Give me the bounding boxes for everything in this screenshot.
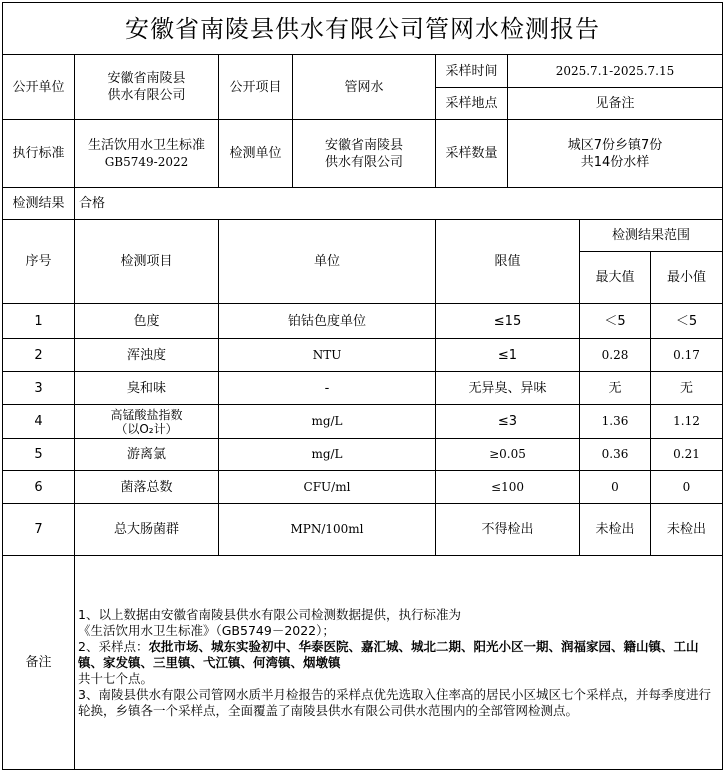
row-max: 1.36 xyxy=(580,405,651,439)
row-min: 0.17 xyxy=(651,339,723,372)
sample-count-value xyxy=(508,120,723,188)
remarks-line-1: 1、以上数据由安徽省南陵县供水有限公司检测数据提供，执行标准为 xyxy=(78,606,461,622)
publisher-value xyxy=(75,55,219,120)
report-sheet xyxy=(2,2,722,770)
report-table xyxy=(2,2,723,770)
row-max: 0 xyxy=(580,471,651,504)
row-limit: ≤3 xyxy=(436,405,580,439)
col-header-max: 最大值 xyxy=(580,252,651,304)
row-min: 无 xyxy=(651,372,723,405)
row-no: 7 xyxy=(3,504,75,556)
row-limit: ≥0.05 xyxy=(436,439,580,471)
table-row xyxy=(3,504,723,556)
standard-value-line2: GB5749-2022 xyxy=(104,154,189,169)
report-title: 安徽省南陵县供水有限公司管网水检测报告 xyxy=(3,3,723,55)
remarks-line-4: 共十七个点。 xyxy=(78,670,154,686)
row-no: 3 xyxy=(3,372,75,405)
remarks-line-5: 3、南陵县供水有限公司管网水质半月检报告的采样点优先选取入住率高的居民小区城区七个采样点，并每季度进行轮换，乡镇各一个采样点，全面覆盖了南陵县供水有限公司供水范围内的全部管网检测点。 xyxy=(78,686,711,718)
test-unit-value-line1: 安徽省南陵县 xyxy=(324,137,403,153)
col-header-range: 检测结果范围 xyxy=(580,220,723,252)
row-max: 0.28 xyxy=(580,339,651,372)
row-limit: 不得检出 xyxy=(436,504,580,556)
row-no: 2 xyxy=(3,339,75,372)
row-unit: MPN/100ml xyxy=(219,504,436,556)
col-header-no: 序号 xyxy=(3,220,75,304)
row-unit: mg/L xyxy=(219,439,436,471)
row-min: ＜5 xyxy=(651,304,723,339)
col-header-unit: 单位 xyxy=(219,220,436,304)
sampling-time-label: 采样时间 xyxy=(436,55,508,88)
item-label: 公开项目 xyxy=(219,55,293,120)
col-header-min: 最小值 xyxy=(651,252,723,304)
sampling-site-label: 采样地点 xyxy=(436,88,508,120)
row-item-main: 高锰酸盐指数 xyxy=(110,407,183,422)
row-unit: 铂钴色度单位 xyxy=(219,304,436,339)
row-no: 1 xyxy=(3,304,75,339)
row-limit: ≤1 xyxy=(436,339,580,372)
remarks-line-3 xyxy=(78,639,718,671)
standard-value xyxy=(75,120,219,188)
row-limit: ≤100 xyxy=(436,471,580,504)
publisher-value-line2: 供水有限公司 xyxy=(107,88,186,103)
standard-label: 执行标准 xyxy=(3,120,75,188)
row-item: 臭和味 xyxy=(75,372,219,405)
sampling-time-value: 2025.7.1-2025.7.15 xyxy=(508,55,723,88)
row-item: 色度 xyxy=(75,304,219,339)
row-item: 菌落总数 xyxy=(75,471,219,504)
row-unit: mg/L xyxy=(219,405,436,439)
row-no: 6 xyxy=(3,471,75,504)
row-min: 未检出 xyxy=(651,504,723,556)
table-row xyxy=(3,372,723,405)
publisher-value-line1: 安徽省南陵县 xyxy=(107,71,186,86)
table-row xyxy=(3,439,723,471)
result-value: 合格 xyxy=(75,188,723,220)
item-value: 管网水 xyxy=(293,55,436,120)
row-max: 0.36 xyxy=(580,439,651,471)
sample-count-value-line2: 共14份水样 xyxy=(580,154,650,170)
row-min: 0.21 xyxy=(651,439,723,471)
row-min: 0 xyxy=(651,471,723,504)
row-no: 5 xyxy=(3,439,75,471)
result-label: 检测结果 xyxy=(3,188,75,220)
row-unit: NTU xyxy=(219,339,436,372)
table-row xyxy=(3,304,723,339)
row-limit: ≤15 xyxy=(436,304,580,339)
test-unit-label: 检测单位 xyxy=(219,120,293,188)
row-item-sub: （以O₂计） xyxy=(115,421,178,436)
row-unit: CFU/ml xyxy=(219,471,436,504)
sample-count-value-line1: 城区7份乡镇7份 xyxy=(567,137,663,153)
row-item: 总大肠菌群 xyxy=(75,504,219,556)
row-min: 1.12 xyxy=(651,405,723,439)
row-item: 浑浊度 xyxy=(75,339,219,372)
remarks-label: 备注 xyxy=(3,556,75,770)
row-item: 游离氯 xyxy=(75,439,219,471)
row-max: ＜5 xyxy=(580,304,651,339)
remarks-sites-prefix: 2、采样点： xyxy=(78,638,149,654)
test-unit-value-line2: 供水有限公司 xyxy=(324,154,403,170)
remarks-content xyxy=(75,556,723,770)
row-limit: 无异臭、异味 xyxy=(436,372,580,405)
sampling-site-value: 见备注 xyxy=(508,88,723,120)
table-row xyxy=(3,471,723,504)
row-no: 4 xyxy=(3,405,75,439)
publisher-label: 公开单位 xyxy=(3,55,75,120)
remarks-sites-list: 农批市场、城东实验初中、华泰医院、嘉汇城、城北二期、阳光小区一期、润福家园、籍山镇、工山镇、家发镇、三里镇、弋江镇、何湾镇、烟墩镇 xyxy=(78,638,699,670)
standard-value-line1: 生活饮用水卫生标准 xyxy=(87,137,205,153)
sample-count-label: 采样数量 xyxy=(436,120,508,188)
row-item xyxy=(75,405,219,439)
col-header-item: 检测项目 xyxy=(75,220,219,304)
col-header-limit: 限值 xyxy=(436,220,580,304)
row-unit: - xyxy=(219,372,436,405)
table-row xyxy=(3,339,723,372)
remarks-line-2: 《生活饮用水卫生标准》（GB5749－2022）； xyxy=(78,622,335,638)
table-row xyxy=(3,405,723,439)
row-max: 无 xyxy=(580,372,651,405)
row-max: 未检出 xyxy=(580,504,651,556)
test-unit-value xyxy=(293,120,436,188)
